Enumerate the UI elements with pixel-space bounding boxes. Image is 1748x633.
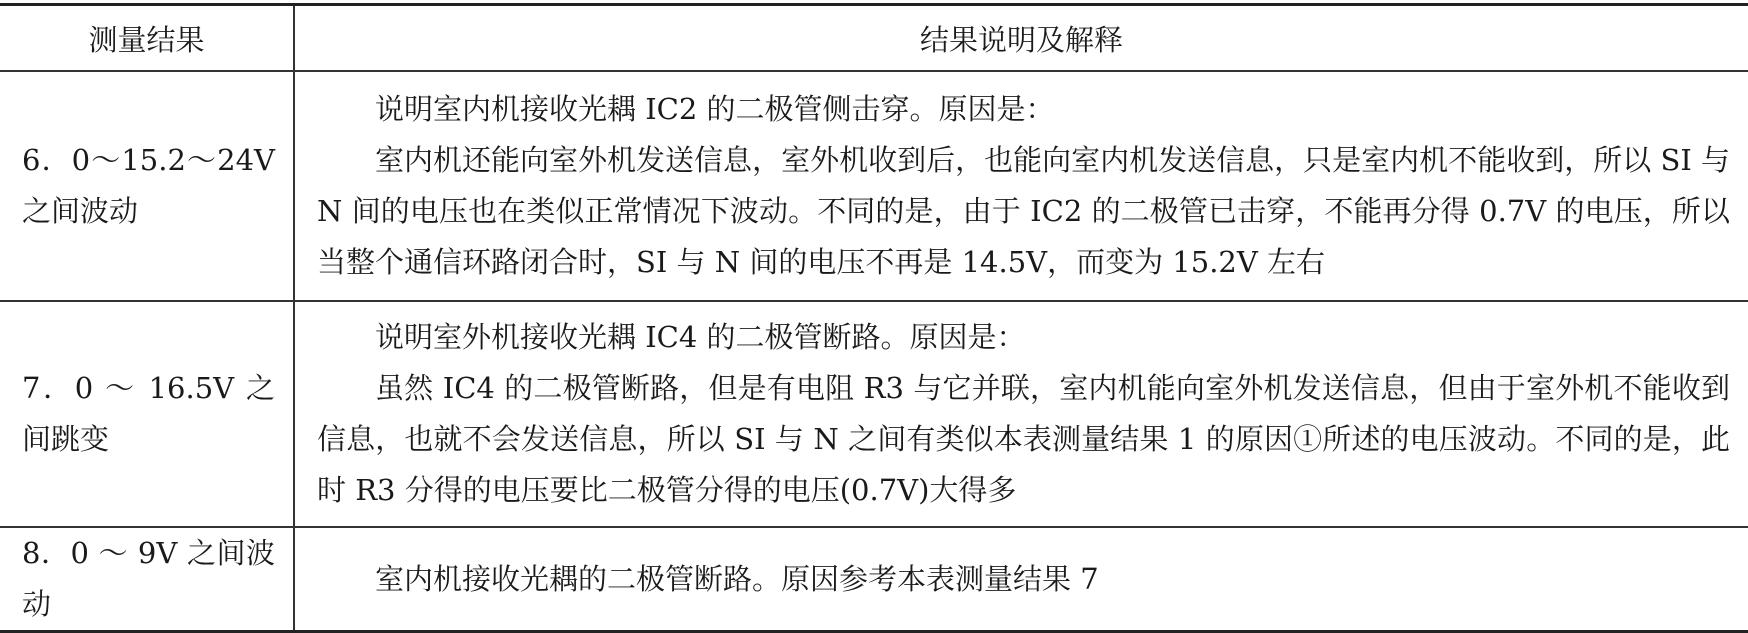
result-cell: 8．0 ～ 9V 之间波动 <box>0 527 294 632</box>
table-row <box>0 301 1748 527</box>
table-row <box>0 71 1748 301</box>
explanation-paragraph: 说明室外机接收光耦 IC4 的二极管断路。原因是： <box>375 320 1026 354</box>
table-header-row <box>0 5 1748 72</box>
measurement-table <box>0 3 1748 633</box>
explanation-paragraph: 室内机接收光耦的二极管断路。原因参考本表测量结果 7 <box>375 561 1099 596</box>
explanation-cell <box>294 527 1748 632</box>
table-row <box>0 527 1748 632</box>
explanation-paragraph: 虽然 IC4 的二极管断路，但是有电阻 R3 与它并联，室内机能向室外机发送信息，但由于室外机不能收到信息，也就不会发送信息，所以 SI 与 N 之间有类似本表测量结果 1 的原因①所述的电压波动。不同的是，此时 R3 分得的电压要比二极管分得的电压(0.7V)大得多 <box>317 371 1730 507</box>
header-measurement-result: 测量结果 <box>0 5 294 72</box>
header-explanation: 结果说明及解释 <box>294 5 1748 72</box>
result-cell: 7．0 ～ 16.5V 之间跳变 <box>0 301 294 527</box>
explanation-paragraph: 室内机还能向室外机发送信息，室外机收到后，也能向室内机发送信息，只是室内机不能收到，所以 SI 与 N 间的电压也在类似正常情况下波动。不同的是，由于 IC2 的二极管已击穿，不能再分得 0.7V 的电压，所以当整个通信环路闭合时，SI 与 N 间的电压不再是 14.5V，而变为 15.2V 左右 <box>317 143 1730 279</box>
explanation-cell <box>294 301 1748 527</box>
explanation-cell <box>294 71 1748 301</box>
result-cell: 6．0～15.2～24V之间波动 <box>0 71 294 301</box>
explanation-paragraph: 说明室内机接收光耦 IC2 的二极管侧击穿。原因是： <box>375 92 1055 126</box>
